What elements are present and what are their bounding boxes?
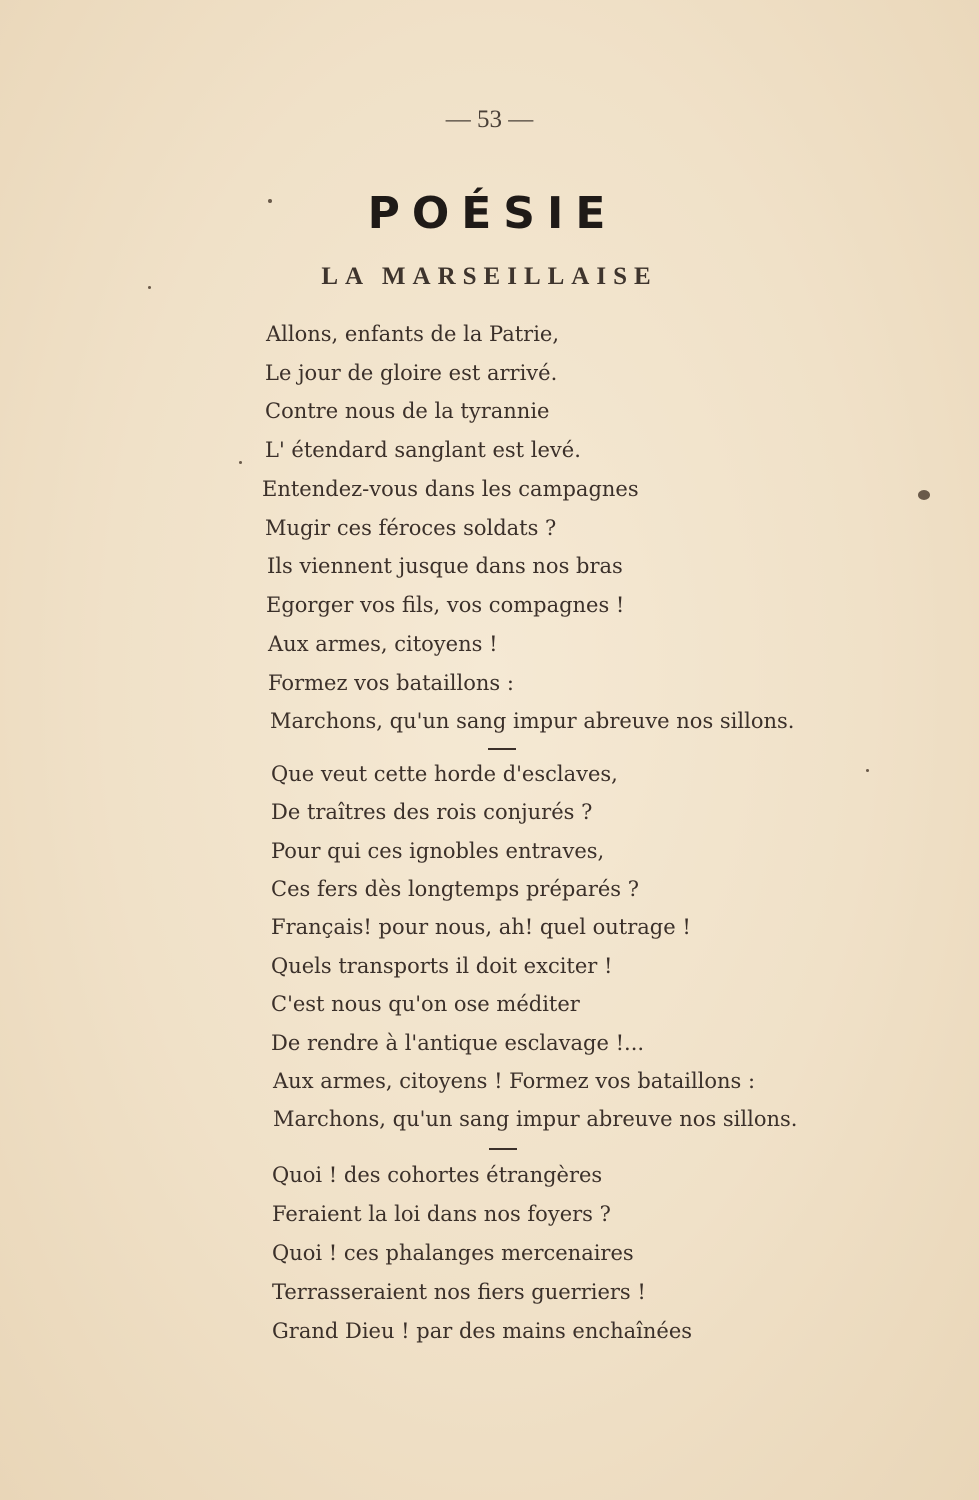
verse-line: Formez vos bataillons :: [268, 671, 514, 695]
verse-line: Aux armes, citoyens ! Formez vos bataillons :: [273, 1069, 756, 1093]
section-heading: POÉSIE: [367, 188, 618, 239]
verse-line: Quoi ! ces phalanges mercenaires: [272, 1241, 634, 1265]
verse-line: Aux armes, citoyens !: [268, 632, 498, 656]
verse-line: Quels transports il doit exciter !: [271, 954, 613, 978]
ink-speck: [268, 199, 272, 203]
verse-line: Mugir ces féroces soldats ?: [265, 516, 557, 540]
verse-line: De traîtres des rois conjurés ?: [271, 800, 593, 824]
verse-line: Marchons, qu'un sang impur abreuve nos sillons.: [273, 1107, 798, 1131]
page-number: — 53 —: [445, 106, 534, 133]
verse-line: Français! pour nous, ah! quel outrage !: [271, 915, 691, 939]
verse-line: Ils viennent jusque dans nos bras: [267, 554, 623, 578]
stanza-divider: [489, 1148, 517, 1150]
verse-line: Contre nous de la tyrannie: [265, 399, 550, 423]
verse-line: Le jour de gloire est arrivé.: [265, 361, 558, 385]
ink-speck: [239, 461, 242, 464]
verse-line: Grand Dieu ! par des mains enchaînées: [272, 1319, 693, 1343]
ink-speck: [148, 286, 151, 289]
stanza-divider: [488, 748, 516, 750]
verse-line: Que veut cette horde d'esclaves,: [271, 762, 618, 786]
verse-line: L' étendard sanglant est levé.: [265, 438, 581, 462]
verse-line: Marchons, qu'un sang impur abreuve nos sillons.: [270, 709, 795, 733]
verse-line: Pour qui ces ignobles entraves,: [271, 839, 605, 863]
verse-line: Terrasseraient nos fiers guerriers !: [272, 1280, 646, 1304]
verse-line: Feraient la loi dans nos foyers ?: [272, 1202, 611, 1226]
verse-line: Allons, enfants de la Patrie,: [266, 322, 560, 346]
verse-line: Entendez-vous dans les campagnes: [262, 477, 639, 501]
ink-speck: [866, 769, 869, 772]
verse-line: Quoi ! des cohortes étrangères: [272, 1163, 603, 1187]
verse-line: De rendre à l'antique esclavage !...: [271, 1031, 645, 1055]
verse-line: C'est nous qu'on ose méditer: [271, 992, 580, 1016]
ink-speck: [918, 490, 930, 500]
verse-line: Ces fers dès longtemps préparés ?: [271, 877, 640, 901]
poem-title: LA MARSEILLAISE: [321, 263, 658, 290]
verse-line: Egorger vos fils, vos compagnes !: [266, 593, 625, 617]
